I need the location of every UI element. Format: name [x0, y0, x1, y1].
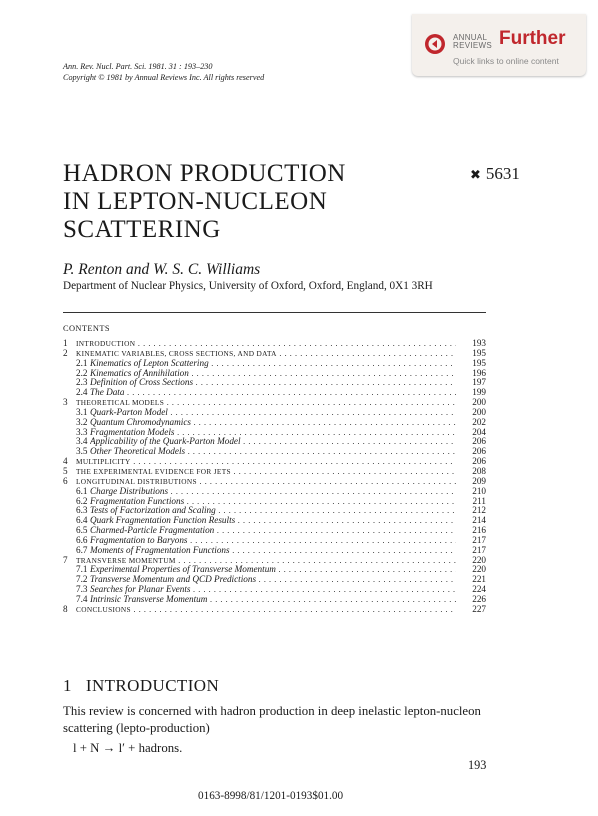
toc-entry-page: 214: [472, 515, 486, 526]
toc-entry-page: 220: [472, 564, 486, 575]
toc-entry[interactable]: [63, 388, 486, 398]
toc-entry-page: 196: [472, 367, 486, 378]
annual-reviews-logo-icon: [424, 33, 446, 55]
toc-entry-number: 6.6: [76, 534, 88, 545]
toc-entry[interactable]: [63, 437, 486, 447]
toc-entry[interactable]: [63, 497, 486, 507]
toc-entry-label: Other Theoretical Models . . .: [90, 447, 456, 457]
toc-entry-label: Moments of Fragmentation Functions . . .: [90, 546, 456, 556]
toc-entry-number: 6.2: [76, 495, 88, 506]
toc-entry-number: 3: [63, 397, 68, 408]
toc-entry[interactable]: [63, 428, 486, 438]
toc-entry-page: 227: [472, 603, 486, 614]
toc-entry[interactable]: [63, 477, 486, 487]
toc-entry-label: The Data . . .: [90, 388, 456, 398]
toc-entry-number: 6.5: [76, 525, 88, 536]
toc-entry-number: 1: [63, 338, 68, 348]
toc-entry-number: 7: [63, 554, 68, 565]
page-number: 193: [468, 758, 487, 772]
toc-entry[interactable]: [63, 467, 486, 477]
toc-entry[interactable]: [63, 487, 486, 497]
toc-entry-label: Quark-Parton Model . . .: [90, 408, 456, 418]
toc-entry-page: 217: [472, 544, 486, 555]
toc-entry-label: INTRODUCTION . . .: [76, 339, 456, 349]
toc-entry-page: 210: [472, 485, 486, 496]
affiliation: Department of Nuclear Physics, University of Oxford, Oxford, England, 0X1 3RH: [63, 280, 433, 292]
toc-entry[interactable]: [63, 526, 486, 536]
toc-entry-number: 6: [63, 475, 68, 486]
toc-entry-page: 200: [472, 397, 486, 408]
toc-entry-page: 208: [472, 465, 486, 476]
toc-entry[interactable]: [63, 349, 486, 359]
toc-entry-label: MULTIPLICITY . . .: [76, 457, 456, 467]
toc-entry[interactable]: [63, 447, 486, 457]
toc-entry[interactable]: [63, 408, 486, 418]
toc-entry-number: 4: [63, 456, 68, 467]
toc-entry-label: Fragmentation Functions . . .: [90, 497, 456, 507]
toc-entry-label: Fragmentation to Baryons . . .: [90, 536, 456, 546]
toc-entry-page: 200: [472, 406, 486, 417]
toc-entry-label: Charge Distributions . . .: [90, 487, 456, 497]
toc-entry-page: 197: [472, 377, 486, 388]
toc-entry-number: 3.5: [76, 446, 88, 457]
divider: [63, 312, 486, 313]
toc-entry-number: 2.3: [76, 377, 88, 388]
toc-entry-label: TRANSVERSE MOMENTUM . . .: [76, 556, 456, 566]
toc-entry-number: 7.3: [76, 584, 88, 595]
toc-entry-page: 206: [472, 456, 486, 467]
toc-entry[interactable]: [63, 457, 486, 467]
toc-entry-label: THEORETICAL MODELS . . .: [76, 398, 456, 408]
toc-entry-page: 211: [472, 495, 486, 506]
toc-entry[interactable]: [63, 536, 486, 546]
further-subtitle: Quick links to online content: [453, 56, 559, 66]
toc-entry-label: Searches for Planar Events . . .: [90, 585, 456, 595]
reaction-formula: l + N → l′ + hadrons.: [73, 741, 183, 755]
toc-entry[interactable]: [63, 565, 486, 575]
toc-entry-label: Kinematics of Lepton Scattering . . .: [90, 359, 456, 369]
toc-entry-label: Quark Fragmentation Function Results . . .: [90, 516, 456, 526]
toc-entry-page: 221: [472, 574, 486, 585]
toc-entry-number: 6.7: [76, 544, 88, 555]
toc-entry[interactable]: [63, 575, 486, 585]
section-title: INTRODUCTION: [85, 676, 220, 695]
toc-entry-page: 193: [472, 338, 486, 348]
toc-entry-page: 195: [472, 357, 486, 368]
toc-entry[interactable]: [63, 605, 486, 615]
toc-entry-page: 212: [472, 505, 486, 516]
toc-entry-number: 3.3: [76, 426, 88, 437]
toc-entry-page: 220: [472, 554, 486, 565]
toc-entry-number: 7.1: [76, 564, 88, 575]
toc-entry-page: 226: [472, 593, 486, 604]
toc-entry-number: 7.2: [76, 574, 88, 585]
article-code: [470, 164, 520, 184]
toc-entry[interactable]: [63, 339, 486, 349]
toc-entry-page: 206: [472, 436, 486, 447]
toc-entry-label: Experimental Properties of Transverse Momentum . . .: [90, 565, 456, 575]
toc-entry-label: Transverse Momentum and QCD Predictions . . .: [90, 575, 456, 585]
copyright-notice: Copyright © 1981 by Annual Reviews Inc. All rights reserved: [63, 72, 265, 82]
toc-entry-label: Applicability of the Quark-Parton Model . . .: [90, 437, 456, 447]
toc-entry-page: 202: [472, 416, 486, 427]
toc-entry-label: Kinematics of Annihilation . . .: [90, 369, 456, 379]
toc-entry-number: 2.4: [76, 387, 88, 398]
toc-entry-number: 2.2: [76, 367, 88, 378]
toc-entry-number: 2.1: [76, 357, 88, 368]
journal-header: [63, 62, 264, 83]
toc-entry-number: 5: [63, 465, 68, 476]
toc-entry-page: 199: [472, 387, 486, 398]
toc-entry-number: 3.1: [76, 406, 88, 417]
further-label[interactable]: Further: [499, 28, 566, 49]
cross-mark-icon: ✖: [470, 168, 481, 183]
table-of-contents: [63, 339, 486, 615]
toc-entry-label: Quantum Chromodynamics . . .: [90, 418, 456, 428]
toc-entry-page: 204: [472, 426, 486, 437]
toc-entry[interactable]: [63, 556, 486, 566]
article-code-number: 5631: [485, 164, 520, 183]
toc-entry[interactable]: [63, 398, 486, 408]
toc-entry[interactable]: [63, 506, 486, 516]
toc-entry-number: 3.2: [76, 416, 88, 427]
section-heading: [63, 676, 219, 696]
toc-entry-number: 7.4: [76, 593, 88, 604]
toc-entry-label: KINEMATIC VARIABLES, CROSS SECTIONS, AND DATA . . .: [76, 349, 456, 359]
toc-entry-label: Intrinsic Transverse Momentum . . .: [90, 595, 456, 605]
toc-entry-label: THE EXPERIMENTAL EVIDENCE FOR JETS . . .: [76, 467, 456, 477]
article-title: HADRON PRODUCTION IN LEPTON-NUCLEON SCATTERING: [63, 160, 346, 243]
toc-entry[interactable]: [63, 585, 486, 595]
toc-entry-number: 6.3: [76, 505, 88, 516]
toc-entry-label: Definition of Cross Sections . . .: [90, 378, 456, 388]
toc-entry[interactable]: [63, 418, 486, 428]
toc-entry[interactable]: [63, 369, 486, 379]
toc-entry-page: 216: [472, 525, 486, 536]
toc-entry-label: Fragmentation Models . . .: [90, 428, 456, 438]
toc-entry-page: 206: [472, 446, 486, 457]
journal-citation: Ann. Rev. Nucl. Part. Sci. 1981. 31 : 193–230: [63, 62, 213, 71]
toc-entry-number: 6.1: [76, 485, 88, 496]
section-number: 1: [63, 676, 72, 695]
toc-entry[interactable]: [63, 595, 486, 605]
annual-reviews-wordmark: ANNUAL REVIEWS: [453, 33, 492, 50]
intro-paragraph: This review is concerned with hadron production in deep inelastic lepton-nucleon scattering (lepto-production): [63, 704, 481, 735]
toc-entry-page: 195: [472, 347, 486, 358]
toc-entry-label: CONCLUSIONS . . .: [76, 605, 456, 615]
authors: P. Renton and W. S. C. Williams: [63, 261, 261, 278]
toc-entry[interactable]: [63, 359, 486, 369]
toc-entry[interactable]: [63, 516, 486, 526]
contents-heading: CONTENTS: [63, 324, 110, 333]
toc-entry[interactable]: [63, 378, 486, 388]
toc-entry-number: 2: [63, 347, 68, 358]
toc-entry-label: Charmed-Particle Fragmentation . . .: [90, 526, 456, 536]
toc-entry-number: 3.4: [76, 436, 88, 447]
toc-entry-label: Tests of Factorization and Scaling . . .: [90, 506, 456, 516]
footer-code: 0163-8998/81/1201-0193$01.00: [198, 790, 344, 802]
toc-entry[interactable]: [63, 546, 486, 556]
toc-entry-number: 6.4: [76, 515, 88, 526]
toc-entry-page: 224: [472, 584, 486, 595]
toc-entry-page: 217: [472, 534, 486, 545]
toc-entry-page: 209: [472, 475, 486, 486]
toc-entry-label: LONGITUDINAL DISTRIBUTIONS . . .: [76, 477, 456, 487]
further-badge[interactable]: [412, 14, 586, 76]
toc-entry-number: 8: [63, 603, 68, 614]
